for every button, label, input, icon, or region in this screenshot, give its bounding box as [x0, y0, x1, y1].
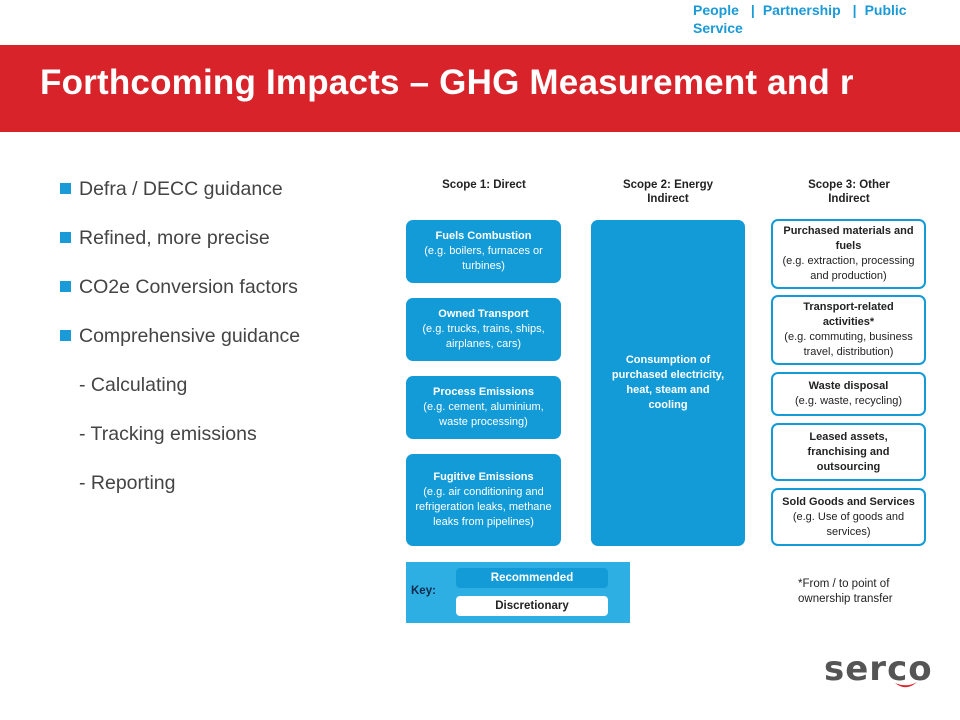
tagline-separator: |: [852, 2, 857, 18]
box-desc: (e.g. boilers, furnaces or turbines): [424, 245, 543, 272]
tagline: [693, 1, 955, 37]
bullet-item: Refined, more precise: [60, 225, 300, 274]
sub-bullet-item: - Tracking emissions: [79, 423, 257, 445]
key-label: Key:: [411, 585, 436, 597]
box-title: Purchased materials and fuels: [783, 225, 914, 252]
tagline-public-service: Public Service: [693, 2, 907, 36]
bullet-item: Defra / DECC guidance: [60, 176, 300, 225]
box-title: Process Emissions: [433, 386, 534, 398]
box-desc: (e.g. trucks, trains, ships, airplanes, cars): [422, 323, 545, 350]
box-title: Sold Goods and Services: [782, 495, 915, 508]
logo-swoosh-icon: [894, 680, 918, 692]
box-title: Consumption of purchased electricity, heat, steam and cooling: [611, 354, 725, 411]
scope2-heading: Scope 2: Energy Indirect: [622, 179, 714, 205]
scope1-heading: Scope 1: Direct: [442, 179, 526, 191]
tagline-separator: |: [750, 2, 755, 18]
box-desc: (e.g. waste, recycling): [795, 395, 902, 407]
box-desc: (e.g. commuting, business travel, distribution): [784, 331, 913, 358]
bullet-list: [60, 176, 300, 519]
diagram-key: [406, 562, 630, 623]
page-title: Forthcoming Impacts – GHG Measurement and r: [40, 63, 854, 102]
sub-bullet-item: - Calculating: [79, 374, 188, 396]
scope3-box-purchased-materials: [771, 219, 926, 289]
bullet-item: CO2e Conversion factors: [60, 274, 300, 323]
box-title: Fugitive Emissions: [433, 471, 534, 483]
footnote: *From / to point of ownership transfer: [798, 578, 893, 605]
box-desc: (e.g. cement, aluminium, waste processing): [423, 401, 544, 428]
scope3-box-waste-disposal: [771, 372, 926, 416]
scope3-heading: Scope 3: Other Indirect: [808, 179, 890, 205]
box-title: Waste disposal: [808, 380, 889, 392]
logo-wordmark: serco: [824, 649, 933, 689]
sub-bullet-item: - Reporting: [79, 472, 176, 494]
key-recommended: Recommended: [456, 568, 608, 588]
scope3-box-transport-related: [771, 295, 926, 365]
serco-logo: [824, 649, 933, 692]
scope1-box-owned-transport: [406, 298, 561, 361]
bullet-item: Comprehensive guidance: [60, 323, 300, 372]
box-desc: (e.g. extraction, processing and production): [782, 255, 915, 282]
box-title: Owned Transport: [438, 308, 529, 320]
box-title: Fuels Combustion: [435, 230, 532, 242]
box-desc: (e.g. Use of goods and services): [792, 510, 905, 538]
scope3-box-leased-assets: [771, 423, 926, 481]
box-desc: (e.g. air conditioning and refrigeration leaks, methane leaks from pipelines): [415, 486, 552, 528]
scope1-box-fugitive-emissions: [406, 454, 561, 546]
title-banner: [0, 45, 960, 132]
scope1-box-process-emissions: [406, 376, 561, 439]
tagline-partnership: Partnership: [762, 2, 841, 18]
key-discretionary: Discretionary: [456, 596, 608, 616]
tagline-people: People: [693, 2, 739, 18]
box-title: Transport-related activities*: [803, 301, 894, 328]
scope2-box-consumption: [591, 220, 745, 546]
box-title: Leased assets, franchising and outsourcing: [807, 430, 890, 473]
scope3-box-sold-goods: [771, 488, 926, 546]
scope1-box-fuels-combustion: [406, 220, 561, 283]
